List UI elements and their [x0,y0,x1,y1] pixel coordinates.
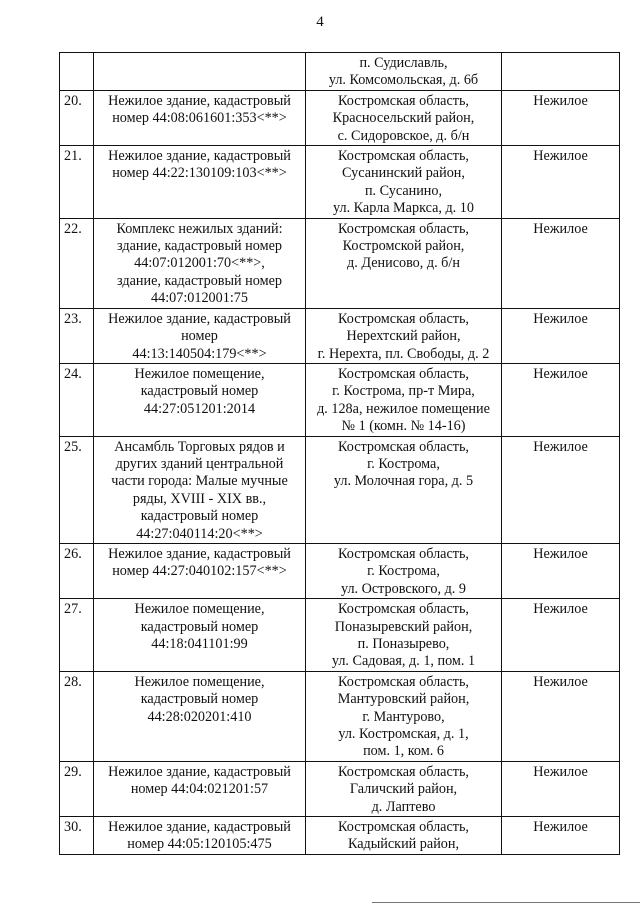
object-address: Костромская область, Поназыревский район, п. Поназырево, ул. Садовая, д. 1, пом. 1 [306,599,502,672]
table-row [60,543,620,598]
object-name: Нежилое здание, кадастровый номер 44:08:061601:353<**> [94,90,306,145]
row-number: 20. [60,90,94,145]
object-type: Нежилое [502,761,620,816]
property-table [59,52,620,855]
object-name: Нежилое помещение, кадастровый номер 44:27:051201:2014 [94,363,306,436]
object-address: Костромская область, Сусанинский район, п. Сусанино, ул. Карла Маркса, д. 10 [306,146,502,219]
table-row [60,146,620,219]
table-row [60,817,620,855]
object-type: Нежилое [502,218,620,308]
object-name: Комплекс нежилых зданий: здание, кадастровый номер 44:07:012001:70<**>, здание, кадастровый номер 44:07:012001:75 [94,218,306,308]
object-type: Нежилое [502,308,620,363]
object-address: Костромская область, Кадыйский район, [306,817,502,855]
row-number: 25. [60,436,94,543]
object-name: Нежилое помещение, кадастровый номер 44:28:020201:410 [94,671,306,761]
object-name: Нежилое помещение, кадастровый номер 44:18:041101:99 [94,599,306,672]
table-row [60,218,620,308]
table-row [60,761,620,816]
object-type: Нежилое [502,543,620,598]
table-row [60,308,620,363]
object-name [94,53,306,91]
object-name: Нежилое здание, кадастровый номер 44:05:120105:475 [94,817,306,855]
object-type: Нежилое [502,436,620,543]
object-type [502,53,620,91]
object-name: Нежилое здание, кадастровый номер 44:27:040102:157<**> [94,543,306,598]
object-type: Нежилое [502,146,620,219]
row-number: 30. [60,817,94,855]
object-type: Нежилое [502,817,620,855]
table-row [60,599,620,672]
object-type: Нежилое [502,599,620,672]
object-type: Нежилое [502,671,620,761]
object-name: Нежилое здание, кадастровый номер 44:22:130109:103<**> [94,146,306,219]
row-number: 27. [60,599,94,672]
object-address: Костромская область, Галичский район, д. Лаптево [306,761,502,816]
scan-edge-line [372,902,640,903]
page-number: 4 [316,14,324,30]
object-name: Нежилое здание, кадастровый номер 44:04:021201:57 [94,761,306,816]
table-row [60,90,620,145]
row-number: 24. [60,363,94,436]
row-number: 22. [60,218,94,308]
object-address: Костромская область, Красносельский район, с. Сидоровское, д. б/н [306,90,502,145]
object-type: Нежилое [502,90,620,145]
object-name: Ансамбль Торговых рядов и других зданий центральной части города: Малые мучные ряды, XVIII - XIX вв., кадастровый номер 44:27:040114:20<**> [94,436,306,543]
row-number: 23. [60,308,94,363]
object-address: Костромская область, г. Кострома, ул. Островского, д. 9 [306,543,502,598]
table-row [60,53,620,91]
object-address: п. Судиславль, ул. Комсомольская, д. 6б [306,53,502,91]
object-address: Костромская область, Костромской район, д. Денисово, д. б/н [306,218,502,308]
table-row [60,671,620,761]
table-row [60,436,620,543]
object-address: Костромская область, Мантуровский район, г. Мантурово, ул. Костромская, д. 1, пом. 1, ком. 6 [306,671,502,761]
object-address: Костромская область, Нерехтский район, г. Нерехта, пл. Свободы, д. 2 [306,308,502,363]
row-number: 28. [60,671,94,761]
object-address: Костромская область, г. Кострома, ул. Молочная гора, д. 5 [306,436,502,543]
row-number [60,53,94,91]
row-number: 26. [60,543,94,598]
object-type: Нежилое [502,363,620,436]
row-number: 29. [60,761,94,816]
table-row [60,363,620,436]
object-address: Костромская область, г. Кострома, пр-т Мира, д. 128а, нежилое помещение № 1 (комн. № 14-16) [306,363,502,436]
row-number: 21. [60,146,94,219]
object-name: Нежилое здание, кадастровый номер 44:13:140504:179<**> [94,308,306,363]
